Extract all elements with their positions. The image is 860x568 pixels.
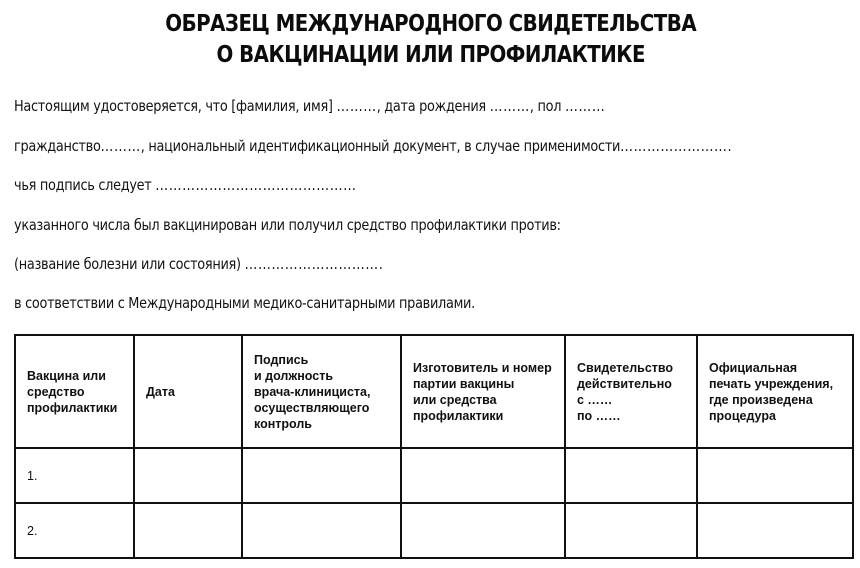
line-vaccinated-statement — [14, 215, 561, 235]
line-signature — [14, 175, 357, 195]
header-vaccine: Вакцина или средство профилактики — [15, 335, 134, 448]
field-sex[interactable]: ……… — [565, 97, 606, 115]
cell-date[interactable] — [134, 503, 242, 558]
field-disease[interactable]: …………………………. — [244, 255, 384, 273]
title-line-2: О ВАКЦИНАЦИИ ИЛИ ПРОФИЛАКТИКЕ — [216, 42, 645, 68]
line-disease — [14, 254, 383, 274]
table-row — [15, 448, 853, 503]
cell-manufacturer[interactable] — [401, 448, 565, 503]
line-nationality — [14, 136, 732, 156]
table-row — [15, 503, 853, 558]
label-national-id: , национальный идентификационный документ, в случае применимости — [140, 137, 621, 155]
label-sex: , пол — [529, 97, 566, 115]
vaccination-records-table — [14, 334, 854, 559]
title-line-1: ОБРАЗЕЦ МЕЖДУНАРОДНОГО СВИДЕТЕЛЬСТВА — [165, 11, 697, 37]
cell-stamp[interactable] — [697, 448, 853, 503]
label-signature: чья подпись следует — [14, 176, 156, 194]
cell-stamp[interactable] — [697, 503, 853, 558]
vaccinated-statement-text: указанного числа был вакцинирован или получил средство профилактики против: — [14, 216, 561, 234]
field-nationality[interactable]: ……… — [100, 137, 141, 155]
cell-validity[interactable] — [565, 503, 697, 558]
cell-vaccine[interactable]: 2. — [15, 503, 134, 558]
header-official-stamp: Официальная печать учреждения, где произведена процедура — [697, 335, 853, 448]
label-birth-date: , дата рождения — [376, 97, 490, 115]
header-date: Дата — [134, 335, 242, 448]
certificate-title — [61, 9, 801, 71]
label-disease: (название болезни или состояния) — [14, 255, 245, 273]
label-nationality: гражданство — [14, 137, 101, 155]
regulations-text: в соответствии с Международными медико-санитарными правилами. — [14, 294, 475, 312]
cell-manufacturer[interactable] — [401, 503, 565, 558]
field-birth-date[interactable]: ……… — [489, 97, 530, 115]
line-holder-identity — [14, 96, 605, 116]
label-holder-name: Настоящим удостоверяется, что [фамилия, имя] — [14, 97, 337, 115]
table-header-row — [15, 335, 853, 448]
header-clinician-signature: Подпись и должность врача-клинициста, осуществляющего контроль — [242, 335, 401, 448]
cell-signature[interactable] — [242, 503, 401, 558]
cell-validity[interactable] — [565, 448, 697, 503]
field-national-id[interactable]: ……………………. — [620, 137, 733, 155]
cell-signature[interactable] — [242, 448, 401, 503]
cell-vaccine[interactable]: 1. — [15, 448, 134, 503]
cell-date[interactable] — [134, 448, 242, 503]
header-manufacturer-batch: Изготовитель и номер партии вакцины или средства профилактики — [401, 335, 565, 448]
header-validity: Свидетельство действительно с …… по …… — [565, 335, 697, 448]
field-holder-name[interactable]: ……… — [336, 97, 377, 115]
line-regulations — [14, 293, 475, 313]
field-signature[interactable]: ……………………………………… — [155, 176, 357, 194]
